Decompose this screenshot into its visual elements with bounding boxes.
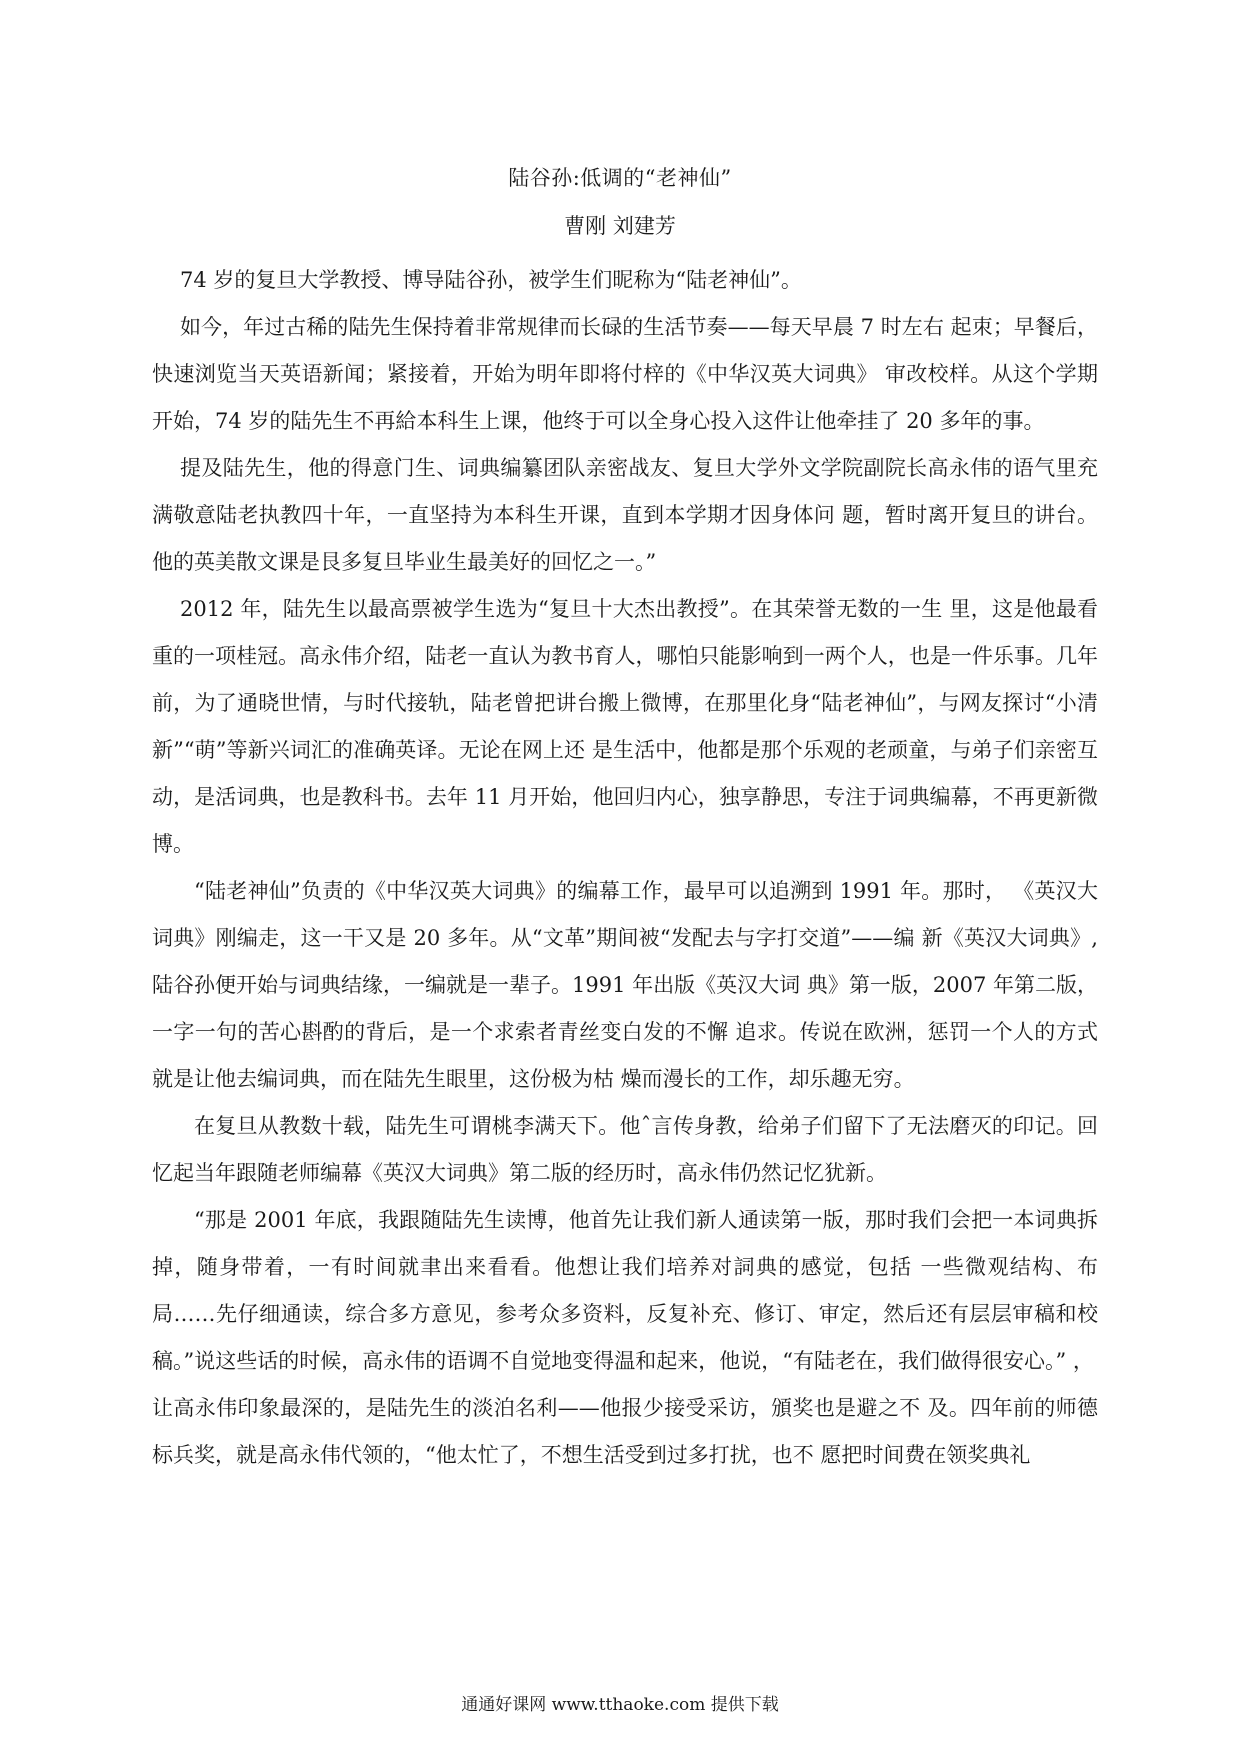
article-authors: 曹刚 刘建芳 [564,214,676,238]
paragraph: “陆老神仙”负责的《中华汉英大词典》的编幕工作，最早可以追溯到 1991 年。那时， 《英汉大词典》刚编走，这一干又是 20 多年。从“文革”期间被“发配去与字打交道”——编 新《英汉大词典》,陆谷孙便开始与词典结缘，一编就是一辈子。1991 年出版《英汉大词 典》第一版，2007 年第二版，一字一句的苦心斟酌的背后，是一个求索者青丝变白发的不懈 追求。传说在欧洲，惩罚一个人的方式就是让他去编词典，而在陆先生眼里，这份极为枯 燥而漫长的工作，却乐趣无穷。 [152,879,1098,1091]
paragraph: 2012 年，陆先生以最高票被学生选为“复旦十大杰出教授”。在其荣誉无数的一生 里，这是他最看重的一项桂冠。高永伟介绍，陆老一直认为教书育人，哪怕只能影响到一两个人，也是一件乐事。几年前，为了通晓世情，与时代接轨，陆老曾把讲台搬上微博，在那里化身“陆老神仙”，与网友探讨“小清新”“萌”等新兴词汇的准确英译。无论在网上还 是生活中，他都是那个乐观的老顽童，与弟子们亲密互动，是活词典，也是教科书。去年 11 月开始，他回归内心，独享静思，专注于词典编幕，不再更新微博。 [152,597,1098,856]
article-body [152,257,1098,1479]
paragraph: 在复旦从教数十载，陆先生可谓桃李满天下。他ˆ言传身教，给弟子们留下了无法磨灭的印记。回忆起当年跟随老师编幕《英汉大词典》第二版的经历时，高永伟仍然记忆犹新。 [152,1114,1098,1185]
article-title: 陆谷孙:低调的“老神仙” [508,166,732,190]
paragraph: 如今，年过古稀的陆先生保持着非常规律而长碌的生活节奏——每天早晨 7 时左右 起朿；早餐后，快速浏览当天英语新闻；紧接着，开始为明年即将付梓的《中华汉英大词典》 审改校样。从这个学期开始，74 岁的陆先生不再給本科生上课，他终于可以全身心投入这件让他牵挂了 20 多年的事。 [152,315,1098,433]
paragraph: “那是 2001 年底，我跟随陆先生读博，他首先让我们新人通读第一版，那时我们会把一本词典拆掉，随身带着，一有时间就聿出来看看。他想让我们培养对詞典的感觉，包括 一些微观结构、布局……先仔细通读，综合多方意见，参考众多资料，反复补充、修订、审定，然后还有层层审稿和校稿。”说这些话的时候，高永伟的语调不自觉地变得温和起来，他说，“有陆老在，我们做得很安心。” ， [152,1208,1098,1373]
paragraph: 提及陆先生，他的得意门生、词典编纂团队亲密战友、复旦大学外文学院副院长高永伟的语气里充满敬意陆老执教四十年，一直坚持为本科生开课，直到本学期才因身体问 题，暂时离开复旦的讲台。他的英美散文课是艮多复旦毕业生最美好的回忆之一。” [152,456,1098,574]
paragraph: 让高永伟印象最深的，是陆先生的淡泊名利——他报少接受采访，頒奖也是避之不 及。四年前的师德标兵奖，就是高永伟代领的，“他太忙了，不想生活受到过多打扰，也不 愿把时间费在领奖典礼 [152,1396,1098,1467]
paragraph: 74 岁的复旦大学教授、博导陆谷孙，被学生们昵称为“陆老神仙”。 [180,268,802,292]
page-footer: 通通好课网 www.tthaoke.com 提供下载 [461,1695,779,1715]
